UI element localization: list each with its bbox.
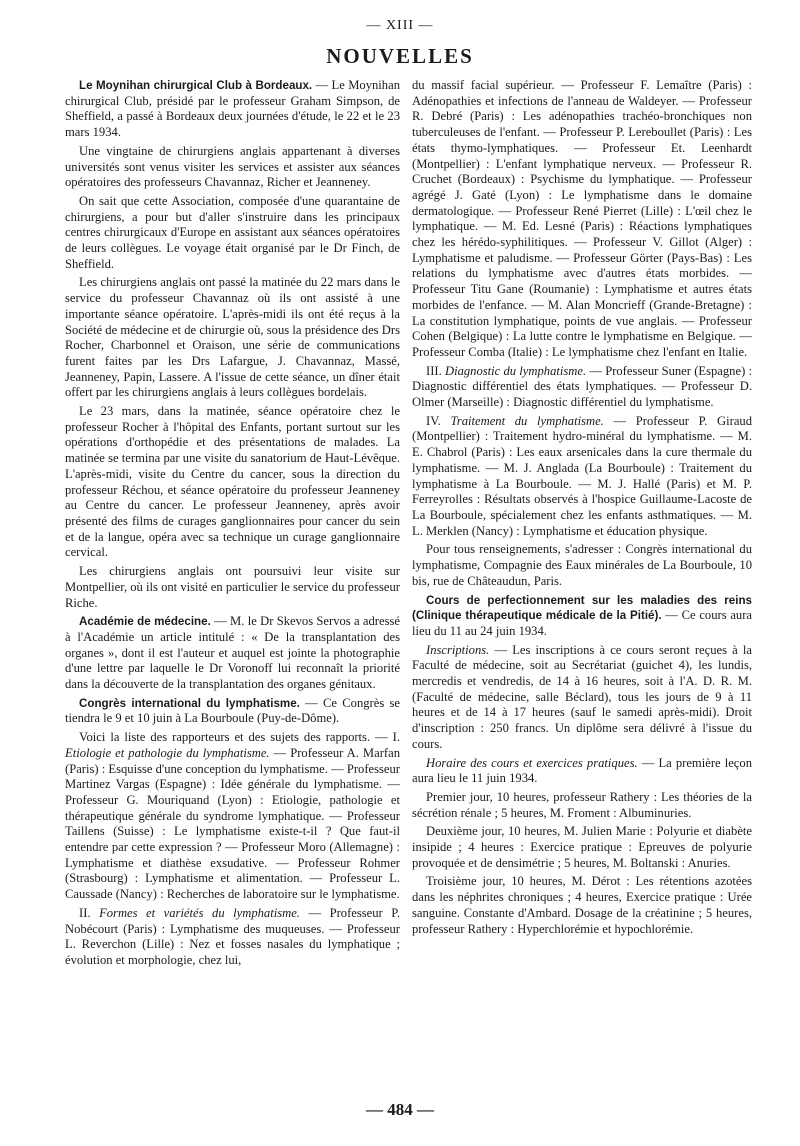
paragraph (65, 404, 400, 561)
paragraph (65, 78, 400, 141)
paragraph-text: — Les inscriptions à ce cours seront reçues à la Faculté de médecine, soit au Secrétariat (guichet 4), les lundis, mercredis et vendredis, de 14 à 16 heures, soit à l'A. D. R. M. (Faculté de médecine, salle Béclard), tous les jours de 9 à 11 heures et de 14 à 17 heures (sauf le samedi après-midi). Droit d'inscription : 250 francs. Un diplôme sera délivré à l'issue du cours. (412, 642, 752, 751)
paragraph-text: — Professeur Suner (Espagne) : Diagnostic différentiel des états lymphatiques. — Professeur D. Olmer (Marseille) : Diagnostic différentiel du lymphatisme. (412, 363, 752, 410)
paragraph-italic: Formes et variétés du lymphatisme. (99, 905, 300, 920)
paragraph-text: — Le Moynihan chirurgical Club, présidé par le professeur Graham Simpson, de Sheffield, a passé à Bordeaux deux journées d'étude, le 22 et le 23 mars 1934. (65, 78, 400, 140)
paragraph-heading: Académie de médecine. (79, 615, 211, 629)
paragraph (65, 144, 400, 191)
paragraph-heading: Le Moynihan chirurgical Club à Bordeaux. (79, 79, 313, 92)
paragraph-italic: Inscriptions. (426, 642, 490, 657)
paragraph-text: du massif facial supérieur. — Professeur F. Lemaître (Paris) : Adénopathies et infections de l'anneau de Waldeyer. — Professeur R. Debré (Paris) : Les adénopathies trachéo-bronchiques non tuberculeuses de l'enfant. — Professeur P. Lereboullet (Paris) : Les états thymo-lymphatiques. — Professeur Et. Leenhardt (Montpellier) : L'enfant lymphatique nerveux. — Professeur R. Cruchet (Bordeaux) : Psychisme du lymphatique. — Professeur agrégé J. Gaté (Lyon) : Le lymphatisme dans le domaine dermatologique. — Professeur René Pierret (Lille) : L'œil chez le lymphatique. — M. Ed. Lesné (Paris) : Réactions lymphatiques chez les hérédo-syphilitiques. — Professeur V. Gillot (Alger) : Lymphatisme et paludisme. — Professeur Görter (Pays-Bas) : Les relations du lymphatisme avec d'autres états morbides. — Professeur Titu Gane (Roumanie) : Lymphatisme et autres états morbides de l'enfance. — M. Alan Moncrieff (Grande-Bretagne) : La constitution lymphatique, points de vue anglais. — Professeur Cohen (Belgique) : La lutte contre le lymphatisme en Belgique. — Professeur Comba (Italie) : Le lymphatisme chez l'enfant en Italie. (412, 78, 752, 359)
paragraph-text: — Professeur A. Marfan (Paris) : Esquisse d'une conception du lymphatisme. — Professeur Martinez Vargas (Espagne) : Idée générale du lymphatisme. — Professeur G. Mouriquand (Lyon) : Etiologie, pathologie et thérapeutique générale du syndrome lymphatique. — Professeur Taillens (Suisse) : Le lymphatisme existe-t-il ? Que faut-il entendre par cette expression ? — Professeur Moro (Allemagne) : Lymphatisme et diathèse exsudative. — Professeur Rohmer (Strasbourg) : Lymphatisme et alimentation. — Professeur L. Caussade (Nancy) : Recherches de laboratoire sur le lymphatisme. (65, 745, 400, 902)
paragraph-text: — Ce Congrès se tiendra le 9 et 10 juin à La Bourboule (Puy-de-Dôme). (65, 695, 400, 726)
paragraph (412, 790, 752, 821)
paragraph-text: — Ce cours aura lieu du 11 au 24 juin 1934. (412, 608, 752, 638)
paragraph-text: IV. (426, 413, 451, 428)
paragraph-text: Le 23 mars, dans la matinée, séance opératoire chez le professeur Rocher à l'hôpital des Enfants, portant surtout sur les opérations d'orthopédie et des présentations de malades. La matinée se termina par une visite du sanatorium de Haut-Lévêque. L'après-midi, visite du Centre du cancer, sous la direction du professeur Réchou, et séance opératoire du professeur Jeanneney au Centre du cancer. Le professeur Jeanneney, après avoir présenté des films de curages ganglionnaires pour cancer du sein et de la langue, opéra avec sa technique un curage ganglionnaire cervical. (65, 404, 400, 560)
paragraph-text: — Professeur P. Nobécourt (Paris) : Lymphatisme des muqueuses. — Professeur L. Reverchon (Lille) : Nez et fosses nasales du lymphatique ; évolution et morphologie, chez lui, (65, 905, 400, 967)
paragraph (65, 194, 400, 273)
paragraph-text: II. (79, 905, 100, 920)
paragraph (412, 756, 752, 787)
right-column (412, 78, 752, 940)
page-title: NOUVELLES (326, 44, 474, 68)
paragraph (65, 275, 400, 401)
paragraph-heading: Cours de perfectionnement sur les maladies des reins (Clinique thérapeutique médicale de la Pitié). (412, 593, 752, 623)
paragraph (412, 364, 752, 411)
paragraph-text: Voici la liste des rapporteurs et des sujets des rapports. — I. (79, 730, 400, 745)
page-number: — 484 — (366, 1100, 434, 1119)
paragraph (412, 593, 752, 640)
paragraph-text: Pour tous renseignements, s'adresser : Congrès international du lymphatisme, Compagnie des Eaux minérales de La Bourboule, 10 bis, rue de Châteaudun, Paris. (412, 542, 752, 588)
paragraph-text: Deuxième jour, 10 heures, M. Julien Marie : Polyurie et diabète insipide ; 4 heures : Exercice pratique : Epreuves de polyurie provoquée et de densimétrie ; 5 heures, M. Boltanski : Anuries. (412, 824, 752, 870)
paragraph (412, 874, 752, 937)
paragraph-text: Premier jour, 10 heures, professeur Rathery : Les théories de la sécrétion rénale ; 5 heures, M. Froment : Albuminuries. (412, 789, 752, 820)
paragraph (65, 564, 400, 611)
paragraph-italic: Traitement du lymphatisme. (450, 413, 604, 428)
paragraph (412, 542, 752, 589)
paragraph-text: Les chirurgiens anglais ont poursuivi leur visite sur Montpellier, où ils ont visité en particulier le service du professeur Riche. (65, 564, 400, 610)
page-header: — XIII — (366, 18, 434, 33)
paragraph-text: — M. le Dr Skevos Servos a adressé à l'Académie un article intitulé : « De la transplantation des organes », dont il est l'auteur et auquel est jointe la photographie d'une lettre par laquelle le Dr Voronoff lui reconnaît la priorité dans la découverte de la transplantation des organes génitaux. (65, 614, 400, 692)
paragraph-italic: Horaire des cours et exercices pratiques. (426, 755, 638, 770)
paragraph-text: — Professeur P. Giraud (Montpellier) : Traitement hydro-minéral du lymphatisme. — M. E. Chabrol (Paris) : Les eaux arsenicales dans la cure thermale du lymphatisme. — M. J. Anglada (La Bourboule) : Traitement du lymphatisme à La Bourboule. — M. J. Hallé (Paris) et M. P. Ferreyrolles : Résultats observés à l'hospice Guillaume-Lacoste de La Bourboule, spécialement chez les enfants asthmatiques. — M. L. Merklen (Nancy) : Lymphatisme et éducation physique. (412, 413, 753, 538)
paragraph-text: — La première leçon aura lieu le 11 juin 1934. (412, 755, 752, 786)
paragraph (65, 730, 400, 903)
paragraph-italic: Etiologie et pathologie du lymphatisme. (65, 745, 270, 760)
paragraph (412, 824, 752, 871)
paragraph-text: Une vingtaine de chirurgiens anglais appartenant à diverses universités sont venus visiter les services et assister aux séances opératoires des professeurs Chavannaz, Richer et Jeanneney. (65, 143, 400, 190)
paragraph (412, 78, 752, 361)
left-column (65, 78, 400, 972)
paragraph-text: On sait que cette Association, composée d'une quarantaine de chirurgiens, a pour but d'aller s'instruire dans les principaux centres chirurgicaux d'Europe en assistant aux séances opératoires de leurs collègues. Le voyage était organisé par le Dr Finch, de Sheffield. (65, 193, 400, 271)
paragraph (65, 696, 400, 727)
paragraph-text: Troisième jour, 10 heures, M. Dérot : Les rétentions azotées dans les néphrites chroniques ; 4 heures, Exercice pratique : Urée sanguine. Constante d'Ambard. Dosage de la créatinine ; 5 heures, professeur Rathery : Hyperchlorémie et hypochlorémie. (412, 874, 752, 936)
paragraph-text: III. (426, 363, 445, 378)
paragraph (65, 614, 400, 693)
paragraph-italic: Diagnostic du lymphatisme. (444, 363, 587, 378)
paragraph-text: Les chirurgiens anglais ont passé la matinée du 22 mars dans le service du professeur Chavannaz où ils ont assisté à une importante séance opératoire. L'après-midi ils ont été reçus à la Société de médecine et de chirurgie où, sous la présidence des Drs Rocher, Charbonnel et Oraison, une série de communications furent faites par les Drs Lafargue, J. Chavannaz, Massé, Jeanneney, Papin, Lassere. A l'issue de cette séance, un dîner était offert par les chirurgiens anglais à leurs collègues bordelais. (65, 275, 400, 400)
paragraph (412, 414, 752, 540)
paragraph-heading: Congrès international du lymphatisme. (79, 696, 300, 710)
paragraph (412, 643, 752, 753)
paragraph (65, 906, 400, 969)
